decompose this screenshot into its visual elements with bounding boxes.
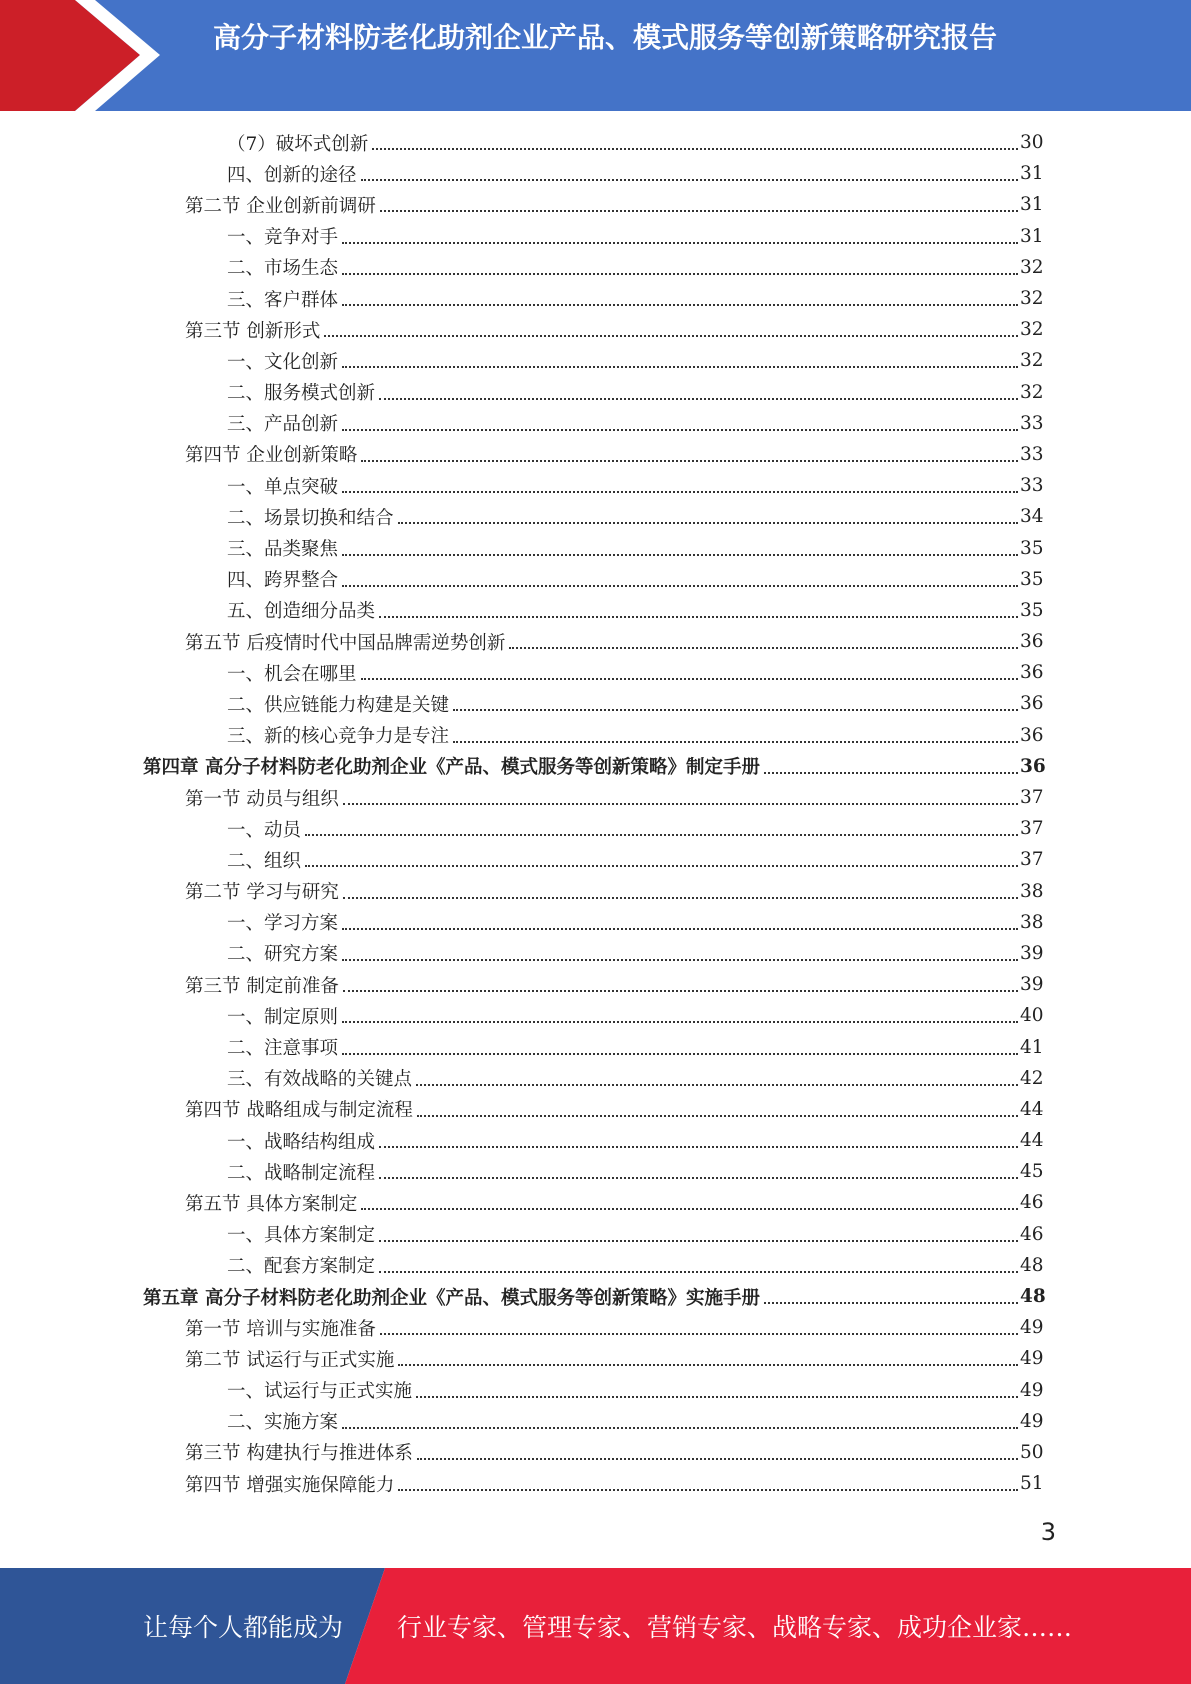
toc-dot-leader: [380, 1332, 1018, 1335]
toc-entry-label: 第五节 后疫情时代中国品牌需逆势创新: [185, 632, 506, 654]
toc-entry-page: 37: [1020, 818, 1044, 840]
toc-subsection-entry[interactable]: [0, 1219, 1191, 1250]
toc-dot-leader: [361, 459, 1018, 462]
toc-entry-page: 33: [1020, 475, 1044, 497]
toc-entry-label: 二、实施方案: [227, 1412, 339, 1434]
toc-dot-leader: [342, 958, 1018, 961]
toc-section-entry[interactable]: [0, 439, 1191, 470]
toc-entry-page: 36: [1020, 693, 1044, 715]
toc-dot-leader: [361, 178, 1018, 181]
toc-entry-page: 44: [1020, 1098, 1044, 1120]
toc-dot-leader: [379, 397, 1018, 400]
toc-entry-label: （7）破坏式创新: [227, 133, 369, 155]
toc-subsection-entry[interactable]: [0, 1375, 1191, 1406]
toc-entry-label: 第一节 动员与组织: [185, 788, 339, 810]
toc-subsection-entry[interactable]: [0, 377, 1191, 408]
toc-subsection-entry[interactable]: [0, 595, 1191, 626]
toc-dot-leader: [398, 521, 1018, 524]
toc-dot-leader: [342, 584, 1018, 587]
toc-entry-label: 一、竞争对手: [227, 227, 339, 249]
toc-entry-page: 39: [1020, 974, 1044, 996]
toc-subsection-entry[interactable]: [0, 1156, 1191, 1187]
toc-subsection-entry[interactable]: [0, 657, 1191, 688]
toc-subsection-entry[interactable]: [0, 1063, 1191, 1094]
toc-entry-page: 49: [1020, 1410, 1044, 1432]
toc-dot-leader: [416, 1395, 1018, 1398]
page-footer: [0, 1568, 1191, 1684]
toc-entry-label: 第四节 企业创新策略: [185, 445, 358, 467]
toc-entry-label: 三、有效战略的关键点: [227, 1069, 413, 1091]
toc-entry-page: 49: [1020, 1348, 1044, 1370]
toc-section-entry[interactable]: [0, 626, 1191, 657]
toc-entry-page: 34: [1020, 506, 1044, 528]
toc-entry-page: 37: [1020, 849, 1044, 871]
toc-entry-label: 第五节 具体方案制定: [185, 1193, 358, 1215]
toc-entry-label: 一、单点突破: [227, 476, 339, 498]
toc-entry-label: 四、跨界整合: [227, 570, 339, 592]
toc-entry-label: 第四节 战略组成与制定流程: [185, 1100, 413, 1122]
toc-chapter-entry[interactable]: [0, 751, 1191, 782]
toc-subsection-entry[interactable]: [0, 470, 1191, 501]
toc-subsection-entry[interactable]: [0, 283, 1191, 314]
toc-entry-page: 38: [1020, 880, 1044, 902]
toc-entry-label: 二、配套方案制定: [227, 1256, 376, 1278]
toc-dot-leader: [372, 147, 1018, 150]
toc-dot-leader: [509, 646, 1018, 649]
toc-entry-label: 第四节 增强实施保障能力: [185, 1474, 395, 1496]
toc-entry-label: 第二节 试运行与正式实施: [185, 1349, 395, 1371]
toc-entry-label: 二、市场生态: [227, 258, 339, 280]
toc-subsection-entry[interactable]: [0, 844, 1191, 875]
toc-dot-leader: [305, 864, 1018, 867]
toc-dot-leader: [764, 1301, 1018, 1304]
toc-entry-label: 四、创新的途径: [227, 164, 357, 186]
toc-dot-leader: [343, 896, 1018, 899]
toc-entry-page: 33: [1020, 443, 1044, 465]
toc-subsection-entry[interactable]: [0, 221, 1191, 252]
toc-subsection-entry[interactable]: [0, 907, 1191, 938]
toc-dot-leader: [380, 209, 1018, 212]
toc-entry-page: 32: [1020, 256, 1044, 278]
toc-subsection-entry[interactable]: [0, 1000, 1191, 1031]
footer-slogan-right: 行业专家、管理专家、营销专家、战略专家、成功企业家……: [397, 1613, 1073, 1642]
toc-entry-label: 二、注意事项: [227, 1038, 339, 1060]
toc-chapter-entry[interactable]: [0, 1281, 1191, 1312]
toc-entry-label: 二、供应链能力构建是关键: [227, 694, 450, 716]
toc-section-entry[interactable]: [0, 782, 1191, 813]
toc-entry-page: 49: [1020, 1317, 1044, 1339]
toc-entry-label: 二、服务模式创新: [227, 383, 376, 405]
toc-dot-leader: [453, 740, 1018, 743]
toc-entry-page: 41: [1020, 1036, 1044, 1058]
toc-entry-label: 三、客户群体: [227, 289, 339, 311]
toc-section-entry[interactable]: [0, 189, 1191, 220]
toc-entry-page: 32: [1020, 381, 1044, 403]
toc-dot-leader: [342, 241, 1018, 244]
toc-entry-page: 31: [1020, 194, 1044, 216]
toc-dot-leader: [379, 1176, 1018, 1179]
toc-section-entry[interactable]: [0, 1437, 1191, 1468]
toc-entry-page: 49: [1020, 1379, 1044, 1401]
toc-section-entry[interactable]: [0, 314, 1191, 345]
toc-entry-label: 一、制定原则: [227, 1006, 339, 1028]
toc-section-entry[interactable]: [0, 1187, 1191, 1218]
toc-entry-label: 一、动员: [227, 819, 302, 841]
toc-entry-page: 35: [1020, 537, 1044, 559]
toc-entry-page: 33: [1020, 412, 1044, 434]
toc-subsection-entry[interactable]: [0, 127, 1191, 158]
toc-entry-page: 46: [1020, 1223, 1044, 1245]
toc-dot-leader: [398, 1363, 1018, 1366]
toc-subsection-entry[interactable]: [0, 1250, 1191, 1281]
toc-entry-label: 第三节 制定前准备: [185, 975, 339, 997]
toc-entry-label: 三、品类聚焦: [227, 539, 339, 561]
toc-dot-leader: [764, 771, 1018, 774]
toc-subsection-entry[interactable]: [0, 1031, 1191, 1062]
toc-entry-page: 36: [1020, 631, 1044, 653]
toc-dot-leader: [342, 553, 1018, 556]
toc-dot-leader: [379, 1239, 1018, 1242]
toc-subsection-entry[interactable]: [0, 532, 1191, 563]
toc-entry-page: 31: [1020, 225, 1044, 247]
toc-entry-label: 一、具体方案制定: [227, 1225, 376, 1247]
toc-entry-label: 一、文化创新: [227, 351, 339, 373]
toc-entry-page: 38: [1020, 911, 1044, 933]
toc-entry-label: 第一节 培训与实施准备: [185, 1318, 376, 1340]
toc-entry-label: 第二节 企业创新前调研: [185, 195, 376, 217]
toc-entry-label: 第二节 学习与研究: [185, 882, 339, 904]
toc-entry-page: 36: [1020, 755, 1046, 777]
toc-dot-leader: [379, 1145, 1018, 1148]
toc-entry-page: 40: [1020, 1005, 1044, 1027]
toc-entry-label: 三、产品创新: [227, 414, 339, 436]
toc-subsection-entry[interactable]: [0, 158, 1191, 189]
toc-entry-page: 44: [1020, 1130, 1044, 1152]
toc-dot-leader: [379, 615, 1018, 618]
toc-dot-leader: [324, 334, 1018, 337]
toc-entry-page: 48: [1020, 1286, 1046, 1308]
toc-subsection-entry[interactable]: [0, 688, 1191, 719]
toc-entry-label: 三、新的核心竞争力是专注: [227, 726, 450, 748]
toc-dot-leader: [342, 1020, 1018, 1023]
toc-entry-page: 37: [1020, 787, 1044, 809]
toc-entry-label: 第五章 高分子材料防老化助剂企业《产品、模式服务等创新策略》实施手册: [143, 1287, 760, 1309]
toc-dot-leader: [417, 1457, 1018, 1460]
toc-section-entry[interactable]: [0, 1468, 1191, 1499]
toc-section-entry[interactable]: [0, 1312, 1191, 1343]
toc-entry-label: 一、机会在哪里: [227, 663, 357, 685]
toc-subsection-entry[interactable]: [0, 564, 1191, 595]
toc-section-entry[interactable]: [0, 1094, 1191, 1125]
toc-dot-leader: [417, 1114, 1018, 1117]
toc-dot-leader: [342, 272, 1018, 275]
toc-dot-leader: [342, 365, 1018, 368]
toc-dot-leader: [398, 1488, 1018, 1491]
footer-slogan-left: 让每个人都能成为: [143, 1613, 344, 1642]
toc-dot-leader: [379, 1270, 1018, 1273]
toc-subsection-entry[interactable]: [0, 345, 1191, 376]
toc-entry-label: 二、战略制定流程: [227, 1162, 376, 1184]
toc-entry-page: 35: [1020, 599, 1044, 621]
toc-entry-label: 五、创造细分品类: [227, 601, 376, 623]
toc-dot-leader: [343, 802, 1018, 805]
toc-subsection-entry[interactable]: [0, 501, 1191, 532]
toc-dot-leader: [305, 833, 1018, 836]
toc-section-entry[interactable]: [0, 1343, 1191, 1374]
toc-dot-leader: [361, 1207, 1018, 1210]
toc-entry-page: 42: [1020, 1067, 1044, 1089]
toc-dot-leader: [453, 708, 1018, 711]
toc-dot-leader: [342, 303, 1018, 306]
toc-subsection-entry[interactable]: [0, 813, 1191, 844]
toc-entry-page: 35: [1020, 568, 1044, 590]
toc-entry-page: 39: [1020, 942, 1044, 964]
table-of-contents: [0, 127, 1191, 1499]
document-title: 高分子材料防老化助剂企业产品、模式服务等创新策略研究报告: [212, 21, 997, 54]
toc-subsection-entry[interactable]: [0, 252, 1191, 283]
toc-entry-page: 46: [1020, 1192, 1044, 1214]
toc-entry-label: 一、战略结构组成: [227, 1131, 376, 1153]
toc-entry-page: 32: [1020, 350, 1044, 372]
toc-dot-leader: [342, 1426, 1018, 1429]
toc-entry-page: 36: [1020, 662, 1044, 684]
toc-dot-leader: [342, 927, 1018, 930]
toc-subsection-entry[interactable]: [0, 1406, 1191, 1437]
toc-entry-page: 45: [1020, 1161, 1044, 1183]
toc-dot-leader: [342, 490, 1018, 493]
toc-entry-page: 32: [1020, 288, 1044, 310]
toc-section-entry[interactable]: [0, 969, 1191, 1000]
toc-subsection-entry[interactable]: [0, 720, 1191, 751]
toc-entry-label: 一、学习方案: [227, 913, 339, 935]
page-number: 3: [1040, 1518, 1056, 1546]
toc-entry-page: 50: [1020, 1441, 1044, 1463]
toc-entry-page: 51: [1020, 1473, 1044, 1495]
toc-subsection-entry[interactable]: [0, 938, 1191, 969]
toc-entry-label: 第三节 构建执行与推进体系: [185, 1443, 413, 1465]
toc-entry-page: 31: [1020, 163, 1044, 185]
toc-section-entry[interactable]: [0, 876, 1191, 907]
toc-dot-leader: [342, 1052, 1018, 1055]
toc-entry-label: 第三节 创新形式: [185, 320, 321, 342]
toc-subsection-entry[interactable]: [0, 1125, 1191, 1156]
toc-entry-page: 48: [1020, 1254, 1044, 1276]
page-header: [0, 0, 1191, 111]
toc-subsection-entry[interactable]: [0, 408, 1191, 439]
toc-entry-label: 二、场景切换和结合: [227, 507, 394, 529]
toc-entry-label: 二、研究方案: [227, 944, 339, 966]
toc-dot-leader: [416, 1083, 1018, 1086]
toc-entry-label: 二、组织: [227, 850, 302, 872]
toc-entry-page: 36: [1020, 724, 1044, 746]
toc-entry-label: 一、试运行与正式实施: [227, 1381, 413, 1403]
toc-dot-leader: [343, 989, 1018, 992]
toc-dot-leader: [361, 677, 1018, 680]
toc-entry-label: 第四章 高分子材料防老化助剂企业《产品、模式服务等创新策略》制定手册: [143, 757, 760, 779]
toc-entry-page: 30: [1020, 132, 1044, 154]
toc-dot-leader: [342, 428, 1018, 431]
toc-entry-page: 32: [1020, 319, 1044, 341]
